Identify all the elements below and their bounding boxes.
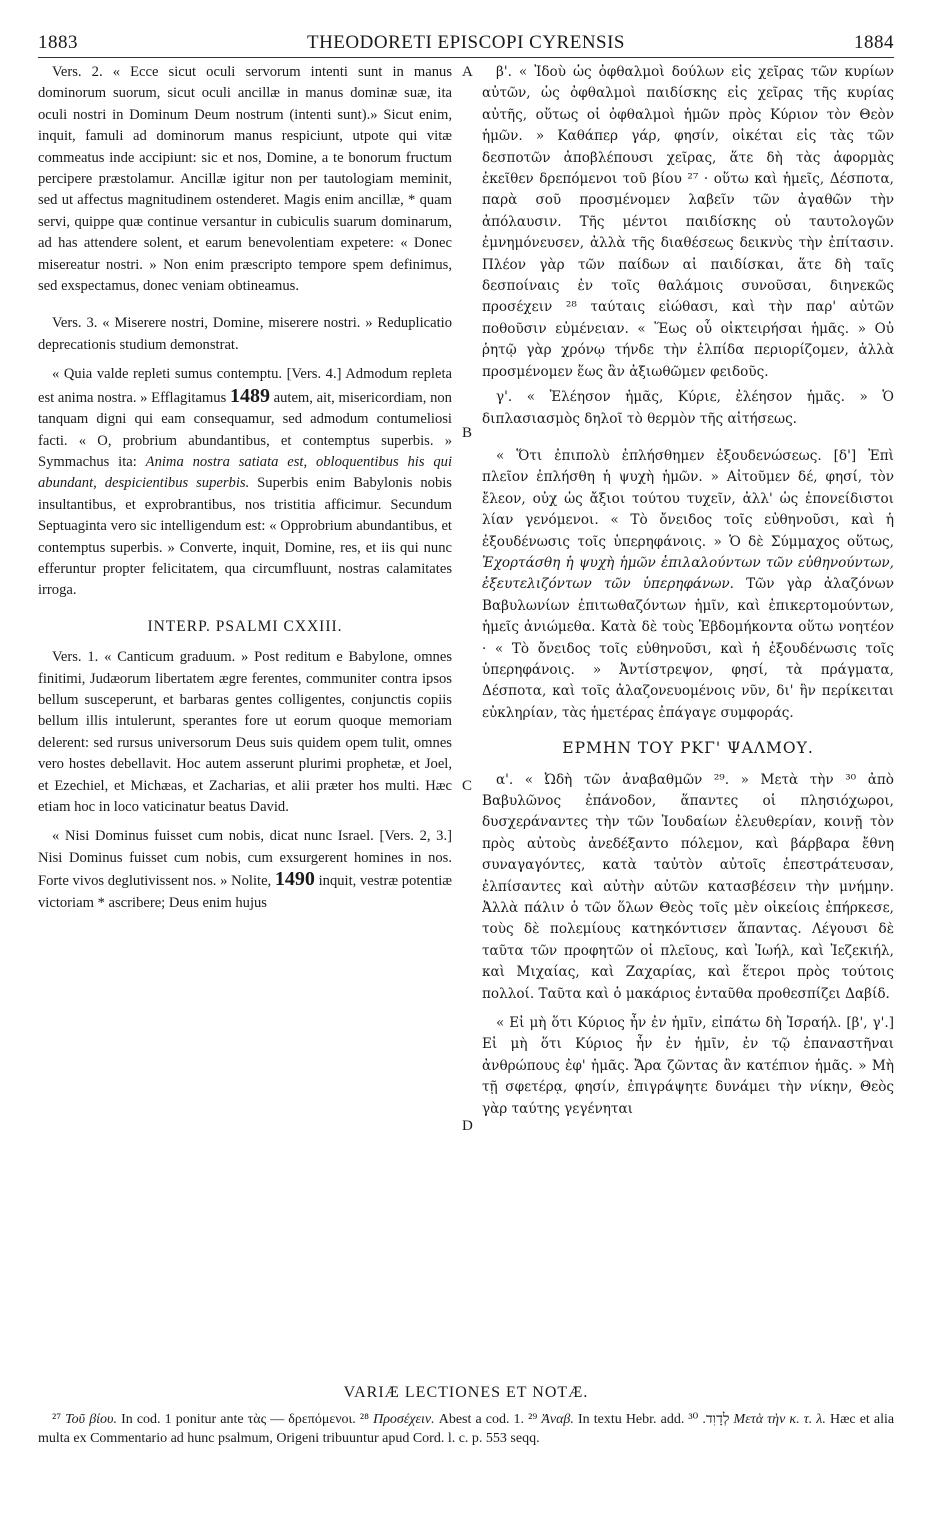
footnote-29: ²⁹ Ἀναβ. In textu Hebr. add. לְדָוִד.: [528, 1412, 730, 1427]
greek-paragraph: « Ὅτι ἐπιπολὺ ἐπλήσθημεν ἐξουδενώσεως. [δ'] Ἐπὶ πλεῖον ἐπλήσθη ἡ ψυχὴ ἡμῶν. » Αἰτοῦμεν δέ, φησί, τὸν ἔλεον, οὐχ ὡς ἄξιοι τούτου τυχεῖν, ἀλλ' ὡς ἐπονείδιστοι λίαν γενόμενοι. « Τὸ ὄνειδος τοῖς εὐθηνοῦσι, καὶ ἡ ἐξουδένωσις τοῖς ὑπερηφάνοις. » Ὁ δὲ Σύμμαχος οὕτως, Ἐχορτάσθη ἡ ψυχὴ ἡμῶν ἐπιλαλούντων τῶν εὐθηνούντων, ἐξευτελιζόντων τῶν ὑπερηφάνων. Τῶν γὰρ ἀλαζόνων Βαβυλωνίων ἐπιτωθαζόντων ἡμῖν, καὶ ἐπικερτομούντων, ἡμεῖς ἀνιώμεθα. Κατὰ δὲ τοὺς Ἑβδομήκοντα οὕτω νοητέον · « Τὸ ὄνειδος τοῖς εὐθηνοῦσι, καὶ ἡ ἐξουδένωσις τοῖς ὑπερηφάνοις. » Ἀντίστρεψον, φησί, τὰ πράγματα, Δέσποτα, καὶ τοῖς ἀλαζονευομένοις νῦν, δι' ἣν περίκειται εὐκληρίαν, τὰς ἡμετέρας ἐπάγαγε συμφοράς.: [482, 447, 894, 721]
footnote-28: ²⁸ Προσέχειν. Abest a cod. 1.: [359, 1412, 525, 1427]
margin-letter-d: D: [462, 1118, 473, 1134]
column-number: 1489: [229, 384, 270, 407]
column-number: 1490: [274, 868, 315, 891]
footnote-30: ³⁰ Μετὰ τὴν κ. τ. λ. Hæc et alia multa ex Commentario ad hunc psalmum, Origeni tribuuntur apud Cord. l. c. p. 553 seqq.: [38, 1412, 895, 1446]
latin-paragraph: Vers. 1. « Canticum graduum. » Post reditum e Babylone, omnes finitimi, Judæorum libertatem ægre ferentes, communiter contra ipsos bellum susceperunt, et barbaras gentes colligentes, conjunctis copiis bellum illis intulerunt, sperantes fore ut eorum quoque memoriam delerent: sed rursus universorum Deus suis quidem opem tulit, omnes vero hostes debellavit. Hoc autem asserunt plurimi prophetæ, et Joel, et Ezechiel, et Michæas, et Zacharias, et alii præter hos multi. Hæc etiam hoc in loco vaticinatur beatus David.: [38, 649, 452, 815]
latin-paragraph: Vers. 3. « Miserere nostri, Domine, miserere nostri. » Reduplicatio deprecationis studium demonstrat.: [38, 315, 452, 353]
greek-paragraph: γ'. « Ἐλέησον ἡμᾶς, Κύριε, ἐλέησον ἡμᾶς. » Ὁ διπλασιασμὸς δηλοῖ τὸ θερμὸν τῆς αἰτήσεως.: [482, 389, 894, 427]
page-number-left: 1883: [38, 32, 78, 53]
latin-paragraph: « Quia valde repleti sumus contemptu. [Vers. 4.] Admodum repleta est anima nostra. » Efflagitamus 1489 autem, ait, misericordiam, non tanquam digni qui eam consequamur, sed admodum contumeliosi facti. « O, probrium abundantibus, et contemptus superbis. » Symmachus ita: Anima nostra satiata est, obloquentibus his qui abundant, despicientibus superbis. Superbis enim Babylonis nobis insultantibus, et exprobrantibus, nos tristitia afficimur. Secundum Septuaginta vero sic intelligendum est: « Opprobrium abundantibus, et contemptus superbis. » Converte, inquit, Domine, res, et iis qui nunc efferuntur propter felicitatem, qua circumfluunt, nostras calamitates irroga.: [38, 366, 452, 599]
margin-letter-a: A: [462, 64, 473, 80]
footnote-27: ²⁷ Τοῦ βίου. In cod. 1 ponitur ante τὰς — δρεπόμενοι.: [52, 1412, 356, 1427]
notes-heading: VARIÆ LECTIONES ET NOTÆ.: [343, 1384, 589, 1401]
margin-letter-c: C: [462, 778, 473, 794]
greek-paragraph: « Εἰ μὴ ὅτι Κύριος ἦν ἐν ἡμῖν, εἰπάτω δὴ Ἰσραήλ. [β', γ'.] Εἰ μὴ ὅτι Κύριος ἦν ἐν ἡμῖν, ἐν τῷ ἐπαναστῆναι ἀνθρώπους ἐφ' ἡμᾶς. Ἄρα ζῶντας ἂν κατέπιον ἡμᾶς. » Μὴ τῇ σφετέρᾳ, φησίν, ἐπιγράψητε δυνάμει τὴν νίκην, Θεὸς γὰρ ταύτης γεγένηται: [482, 1015, 894, 1117]
page-number-right: 1884: [854, 32, 894, 53]
latin-column: [38, 62, 452, 914]
greek-paragraph: α'. « Ὠδὴ τῶν ἀναβαθμῶν ²⁹. » Μετὰ τὴν ³⁰ ἀπὸ Βαβυλῶνος ἐπάνοδον, ἅπαντες οἱ πλησιόχωροι, δυσχεράναντες τὴν τῶν Ἰουδαίων ἐλευθερίαν, κοινῇ τὸν πρὸς αὐτοὺς ἀνεδέξαντο πόλεμον, καὶ βάρβαρα ἔθνη συναγαγόντες, κατὰ ταὐτὸν αὐτοῖς ἐπεστράτευσαν, ἐλπίσαντες καὶ αὐτὴν αὐτῶν κατασβέσειν τὴν μνήμην. Ἀλλὰ πάλιν ὁ τῶν ὅλων Θεὸς τοῖς μὲν οἰκείοις ἐπήρκεσε, τοὺς δὲ πολεμίους κατηκόντισεν ἅπαντας. Λέγουσι δὲ ταῦτα τῶν προφητῶν οἱ πλεῖους, καὶ Ἰωήλ, καὶ Ἰεζεκιήλ, καὶ Μιχαίας, καὶ Ζαχαρίας, καὶ ἕτεροι πρὸς τούτοις πολλοί. Ταῦτα καὶ ὁ μακάριος ἐνταῦθα προθεσπίζει Δαβίδ.: [482, 771, 894, 1002]
section-heading-greek: ΕΡΜΗΝ ΤΟΥ ΡΚΓ' ΨΑΛΜΟΥ.: [562, 739, 814, 758]
greek-column: [482, 62, 894, 1120]
margin-letter-b: B: [462, 425, 473, 441]
latin-paragraph: « Nisi Dominus fuisset cum nobis, dicat nunc Israel. [Vers. 2, 3.] Nisi Dominus fuisset cum nobis, cum exsurgerent homines in nos. Forte vivos deglutivissent nos. » Nolite, 1490 inquit, vestræ potentiæ victoriam * ascribere; Deus enim hujus: [38, 828, 453, 911]
greek-paragraph: β'. « Ἰδοὺ ὡς ὀφθαλμοὶ δούλων εἰς χεῖρας τῶν κυρίων αὐτῶν, ὡς ὀφθαλμοὶ παιδίσκης εἰς χεῖρας τῆς κυρίας αὐτῆς, οὕτως οἱ ὀφθαλμοὶ ἡμῶν πρὸς Κύριον τὸν Θεὸν ἡμῶν. » Καθάπερ γάρ, φησίν, οἰκέται εἰς τὰς τῶν δεσποτῶν ἀποβλέπουσι χεῖρας, ἅτε δὴ τὰς ἀφορμὰς ἐκεῖθεν δρεπόμενοι τοῦ βίου ²⁷ · οὕτω καὶ ἡμεῖς, Δέσποτα, παρὰ σοῦ προσμένομεν λαβεῖν τῶν ἀγαθῶν τὴν ἀπόλαυσιν. Τῆς μέντοι παιδίσκης οὐ ταυτολογῶν ἐμνημόνευσεν, ἀλλὰ τῆς διαθέσεως δεικνὺς τὴν ἐπίτασιν. Πλέον γὰρ τῶν παίδων αἱ παιδίσκαι, ἅτε δὴ ταῖς δεσποίναις ἐν τοῖς θαλάμοις συνοῦσαι, διηνεκῶς προσέχειν ²⁸ ταύταις εἰώθασι, καὶ τὴν παρ' αὐτῶν ποθοῦσιν εὐμένειαν. « Ἕως οὗ οἰκτειρήσαι ἡμᾶς. » Οὐ ῥητῷ γὰρ χρόνῳ τήνδε τὴν ἐλπίδα περιορίζομεν, ἀλλὰ προσμένομεν ἕως ἂν ἀξιωθῶμεν φειδοῦς.: [482, 64, 894, 380]
running-title: THEODORETI EPISCOPI CYRENSIS: [306, 32, 626, 53]
section-heading-latin: INTERP. PSALMI CXXIII.: [147, 617, 343, 635]
latin-paragraph: Vers. 2. « Ecce sicut oculi servorum intenti sunt in manus dominorum suorum, sicut oculi ancillæ in manus dominæ suæ, ita oculi nostri in Dominum Deum nostrum (intenti sunt).» Sicut enim, inquit, famuli ad dominorum manus respiciunt, utpote qui vitæ commeatus inde accipiunt: sic et nos, Domine, a te bonorum fructum percipere præstolamur. Ancillæ igitur non per tautologiam meminit, sed ut affectus magnitudinem ostenderet. Magis enim ancillæ, * quam servi, quippe quæ continue versantur in cubiculis suarum dominarum, ad has attendere solent, et earum benevolentiam expetere: « Donec misereatur nostri. » Non enim præscripto tempore spem definimus, sed exspectamus, donec veniam obtineamus.: [38, 64, 452, 295]
header-rule: [38, 57, 894, 58]
footnotes: [38, 1410, 894, 1448]
running-header: [38, 32, 894, 58]
